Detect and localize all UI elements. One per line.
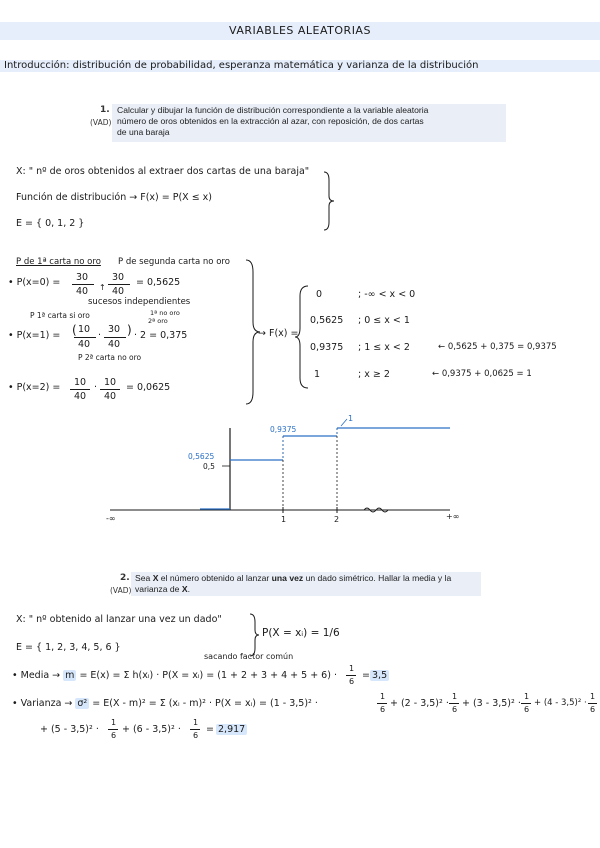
ex2-var-term-3: + (3 - 3,5)² · xyxy=(462,698,521,709)
ex2-var-term-4: + (4 - 3,5)² · xyxy=(534,698,587,708)
case-2-condition: ; 1 ≤ x < 2 xyxy=(358,342,410,353)
ex1-px0-den1: 40 xyxy=(76,286,89,297)
case-3-condition: ; x ≥ 2 xyxy=(358,369,390,380)
ex2-var-frac2-bar xyxy=(449,703,459,704)
ex1-px1-paren-close: ) xyxy=(127,323,132,337)
exercise-1-number: 1. xyxy=(100,105,110,115)
ex1-p2-no-oro-label: P 2ª carta no oro xyxy=(78,353,142,362)
ex1-px2-result: = 0,0625 xyxy=(126,382,171,393)
graph-x-minus-inf: -∞ xyxy=(106,514,116,523)
ex2-var-term-5: + (5 - 3,5)² · xyxy=(40,724,99,735)
ex1-right-brace xyxy=(322,170,336,232)
case-3-note: ← 0,9375 + 0,0625 = 1 xyxy=(432,369,532,379)
ex1-px1-den2: 40 xyxy=(108,339,121,350)
ex1-px2-dot: · xyxy=(94,382,98,393)
ex1-px1-fraction-bar-1 xyxy=(74,337,96,338)
case-0-condition: ; -∞ < x < 0 xyxy=(358,289,416,300)
ex2-var-frac5-num: 1 xyxy=(111,718,117,727)
exercise-1-tag: (VAD) xyxy=(90,118,112,127)
ex1-px0-num1: 30 xyxy=(76,272,89,283)
ex1-px1-dot: · xyxy=(98,330,102,341)
ex2-var-frac1-den: 6 xyxy=(380,705,386,714)
ex1-first-card-label: P de 1ª carta no oro xyxy=(16,257,101,267)
ex2-var-frac4-bar xyxy=(588,703,597,704)
ex2-var-term-2: + (2 - 3,5)² · xyxy=(390,698,449,709)
ex1-px0-result: = 0,5625 xyxy=(136,277,181,288)
ex2-var-frac5-den: 6 xyxy=(111,731,117,740)
ex2-var-frac3-bar xyxy=(521,703,531,704)
ex2-x-definition: X: " nº obtenido al lanzar una vez un dado" xyxy=(16,614,222,625)
ex1-px2-num2: 10 xyxy=(104,377,117,388)
ex1-px1-fraction-bar-2 xyxy=(104,337,126,338)
exercise-2-statement-line-1: Sea X el número obtenido al lanzar una vez un dado simétrico. Hallar la media y la xyxy=(135,573,452,583)
distribution-graph xyxy=(0,400,600,540)
case-3-value: 1 xyxy=(314,369,321,380)
page-title: VARIABLES ALEATORIAS xyxy=(229,24,371,37)
ex2-var-frac2-num: 1 xyxy=(452,692,458,701)
ex1-sample-space: E = { 0, 1, 2 } xyxy=(16,218,85,229)
ex1-independent-events: sucesos independientes xyxy=(88,297,191,307)
ex1-px1-label: • P(x=1) = xyxy=(8,330,61,341)
ex2-media-frac-bar xyxy=(346,675,356,676)
ex1-fx-label: → F(x) = xyxy=(258,328,299,339)
exercise-2-statement-line-2: varianza de X. xyxy=(135,584,190,594)
ex2-sample-space: E = { 1, 2, 3, 4, 5, 6 } xyxy=(16,642,121,653)
ex1-px0-label: • P(x=0) = xyxy=(8,277,61,288)
ex1-p1-no-oro-note: 1ª no oro xyxy=(150,309,180,317)
ex1-px2-fraction-bar-1 xyxy=(70,389,90,390)
case-0-value: 0 xyxy=(316,289,323,300)
ex2-var-equals: = xyxy=(206,724,214,735)
graph-label-05625: 0,5625 xyxy=(188,452,215,461)
ex1-px2-den1: 40 xyxy=(74,391,87,402)
ex2-var-frac4-den: 6 xyxy=(590,705,596,714)
graph-x-2: 2 xyxy=(334,515,340,524)
ex1-cases-brace xyxy=(294,284,310,390)
ex1-px1-num1: 10 xyxy=(78,324,91,335)
ex1-px1-paren-open: ( xyxy=(72,323,77,337)
case-2-value: 0,9375 xyxy=(310,342,344,353)
ex1-second-card-label: P de segunda carta no oro xyxy=(118,257,230,267)
exercise-2-number: 2. xyxy=(120,573,130,583)
exercise-2-tag: (VAD) xyxy=(110,586,132,595)
ex2-media-symbol: m xyxy=(65,670,75,681)
graph-x-plus-inf: +∞ xyxy=(446,512,460,521)
ex1-p1-oro-label: P 1ª carta si oro xyxy=(30,311,90,320)
exercise-1-statement-line-3: de una baraja xyxy=(117,127,170,137)
ex2-var-line: • Varianza → σ² = E(X - m)² = Σ (xᵢ - m)² · P(X = xᵢ) = (1 - 3,5)² · xyxy=(12,698,318,709)
ex1-px0-den2: 40 xyxy=(112,286,125,297)
ex2-media-result: 3,5 xyxy=(372,670,388,681)
ex2-var-frac2-den: 6 xyxy=(452,705,458,714)
ex2-media-line: • Media → m = E(x) = Σ h(xᵢ) · P(X = xᵢ) = (1 + 2 + 3 + 4 + 5 + 6) · xyxy=(12,670,337,681)
ex1-px0-fraction-bar-2 xyxy=(108,284,130,285)
case-1-value: 0,5625 xyxy=(310,315,344,326)
ex1-px2-num1: 10 xyxy=(74,377,87,388)
ex2-var-frac6-bar xyxy=(190,729,200,730)
intro-heading: Introducción: distribución de probabilidad, esperanza matemática y varianza de la distribución xyxy=(4,60,479,71)
ex1-px2-den2: 40 xyxy=(104,391,117,402)
ex1-px1-den1: 40 xyxy=(78,339,91,350)
ex2-var-result: 2,917 xyxy=(218,724,246,735)
ex2-var-frac1-bar xyxy=(377,703,387,704)
ex2-var-frac6-num: 1 xyxy=(193,718,199,727)
case-2-note: ← 0,5625 + 0,375 = 0,9375 xyxy=(438,342,557,352)
ex2-var-frac6-den: 6 xyxy=(193,731,199,740)
exercise-1-statement-line-2: número de oros obtenidos en la extracción al azar, con reposición, de dos cartas xyxy=(117,116,424,126)
ex1-px0-arrow: ↑ xyxy=(99,283,106,292)
ex1-px2-fraction-bar-2 xyxy=(100,389,120,390)
graph-label-05: 0,5 xyxy=(203,462,215,471)
ex2-media-equals: = xyxy=(362,670,370,681)
ex2-var-frac4-num: 1 xyxy=(590,692,596,701)
ex1-px1-num2: 30 xyxy=(108,324,121,335)
ex2-var-frac5-bar xyxy=(108,729,118,730)
ex1-px1-result: · 2 = 0,375 xyxy=(134,330,188,341)
graph-label-09375: 0,9375 xyxy=(270,425,297,434)
ex2-media-frac-den: 6 xyxy=(349,677,355,686)
ex2-var-symbol: σ² xyxy=(77,698,88,709)
ex2-var-frac3-den: 6 xyxy=(524,705,530,714)
ex1-px0-num2: 30 xyxy=(112,272,125,283)
ex1-px0-fraction-bar-1 xyxy=(72,284,94,285)
exercise-1-statement-line-1: Calcular y dibujar la función de distribución correspondiente a la variable aleatoria xyxy=(117,105,429,115)
ex2-var-frac1-num: 1 xyxy=(380,692,386,701)
ex1-distribution-function: Función de distribución → F(x) = P(X ≤ x) xyxy=(16,192,213,203)
ex2-var-frac3-num: 1 xyxy=(524,692,530,701)
graph-label-1: 1 xyxy=(348,414,354,423)
ex1-px2-label: • P(x=2) = xyxy=(8,382,61,393)
case-1-condition: ; 0 ≤ x < 1 xyxy=(358,315,410,326)
ex2-var-term-6: + (6 - 3,5)² · xyxy=(122,724,181,735)
ex2-factor-note: sacando factor común xyxy=(204,652,294,661)
ex1-p1-oro-note: 2ª oro xyxy=(148,317,168,325)
graph-label-1-arrow xyxy=(341,419,347,426)
ex2-probability: P(X = xᵢ) = 1/6 xyxy=(262,627,340,639)
ex1-x-definition: X: " nº de oros obtenidos al extraer dos cartas de una baraja" xyxy=(16,166,310,177)
graph-x-1: 1 xyxy=(281,515,287,524)
ex2-media-frac-num: 1 xyxy=(349,664,355,673)
